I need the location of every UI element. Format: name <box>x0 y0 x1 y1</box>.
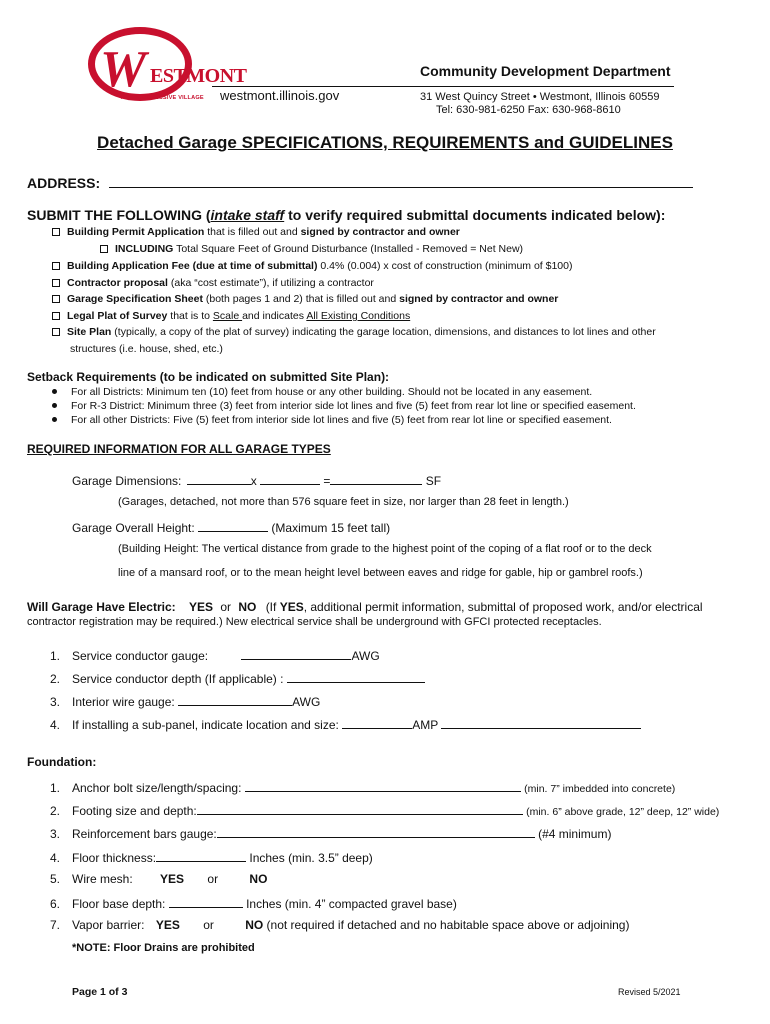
submit-heading: SUBMIT THE FOLLOWING (intake staff to verify required submittal documents indicated below): <box>27 207 666 223</box>
electric-item: 4. If installing a sub-panel, indicate location and size: AMP <box>50 716 641 732</box>
address-label: ADDRESS: <box>27 175 101 191</box>
logo-tagline: THE PROGRESSIVE VILLAGE <box>120 95 204 101</box>
garage-height-label: Garage Overall Height: <box>72 521 195 535</box>
bullet-icon <box>52 403 57 408</box>
garage-width-field[interactable] <box>187 472 251 485</box>
service-conductor-gauge-field[interactable] <box>241 647 351 660</box>
department-address: 31 West Quincy Street • Westmont, Illinois 60559 <box>420 91 660 103</box>
checkbox[interactable] <box>52 312 60 320</box>
electric-note: contractor registration may be required.) New electrical service shall be underground with GFCI protected receptacles. <box>27 616 602 628</box>
vapor-barrier-yes-option[interactable]: YES <box>155 918 180 932</box>
setback-item: For R-3 District: Minimum three (3) feet from interior side lot lines and five (5) feet from rear lot line or specified easement. <box>52 400 636 412</box>
revised-date: Revised 5/2021 <box>618 987 681 997</box>
foundation-item: 1. Anchor bolt size/length/spacing: (min. 7” imbedded into concrete) <box>50 781 676 795</box>
submit-item-4: Garage Specification Sheet (both pages 1 and 2) that is filled out and signed by contractor and owner <box>52 293 558 305</box>
electric-no-option[interactable]: NO <box>238 600 257 614</box>
garage-dimensions-note: (Garages, detached, not more than 576 square feet in size, nor larger than 28 feet in length.) <box>118 496 569 508</box>
interior-wire-gauge-field[interactable] <box>178 693 292 706</box>
header-divider <box>212 86 674 87</box>
bullet-icon <box>52 389 57 394</box>
page-number: Page 1 of 3 <box>72 986 128 998</box>
logo-name: ESTMONT <box>150 65 247 87</box>
footing-size-field[interactable] <box>197 802 523 815</box>
sub-panel-size-field[interactable] <box>441 716 641 729</box>
website-link[interactable]: westmont.illinois.gov <box>220 88 340 103</box>
setback-heading: Setback Requirements (to be indicated on submitted Site Plan): <box>27 370 390 384</box>
checkbox[interactable] <box>52 328 60 336</box>
submit-item-1a: INCLUDING Total Square Feet of Ground Disturbance (Installed - Removed = Net New) <box>100 243 523 255</box>
foundation-item: 5. Wire mesh: YES or NO <box>50 872 268 886</box>
garage-area-field[interactable] <box>330 472 422 485</box>
electric-yes-option[interactable]: YES <box>188 600 213 614</box>
department-name: Community Development Department <box>420 63 671 79</box>
submit-item-1: Building Permit Application that is filled out and signed by contractor and owner <box>52 226 460 238</box>
required-heading: REQUIRED INFORMATION FOR ALL GARAGE TYPES <box>27 442 331 456</box>
floor-thickness-field[interactable] <box>156 849 246 862</box>
submit-item-3: Contractor proposal (aka “cost estimate”), if utilizing a contractor <box>52 277 374 289</box>
address-row <box>27 175 693 193</box>
foundation-item: 3. Reinforcement bars gauge: (#4 minimum) <box>50 827 612 841</box>
service-conductor-depth-field[interactable] <box>287 670 425 683</box>
setback-item: For all Districts: Minimum ten (10) feet from house or any other building. Should not be located in any easement. <box>52 386 592 398</box>
electric-item: 1. Service conductor gauge: AWG <box>50 649 380 663</box>
vapor-barrier-no-option[interactable]: NO <box>245 918 264 932</box>
wire-mesh-no-option[interactable]: NO <box>249 872 268 886</box>
foundation-item: 7. Vapor barrier: YES or NO (not required if detached and no habitable space above or adjoining) <box>50 918 630 932</box>
checkbox[interactable] <box>52 279 60 287</box>
building-height-definition: (Building Height: The vertical distance from grade to the highest point of the coping of a flat roof or to the deck <box>118 543 652 555</box>
foundation-item: 2. Footing size and depth: (min. 6” above grade, 12” deep, 12” wide) <box>50 804 720 818</box>
page-title: Detached Garage SPECIFICATIONS, REQUIREMENTS and GUIDELINES <box>97 133 673 152</box>
wire-mesh-yes-option[interactable]: YES <box>160 872 185 886</box>
reinforcement-bars-field[interactable] <box>217 825 535 838</box>
submit-item-6: Site Plan (typically, a copy of the plat of survey) indicating the garage location, dimensions, and distances to lot lines and other <box>52 326 656 338</box>
checkbox[interactable] <box>100 245 108 253</box>
garage-dimensions-row: Garage Dimensions: x = SF <box>72 474 442 488</box>
submit-item-2: Building Application Fee (due at time of submittal) 0.4% (0.004) x cost of construction (minimum of $100) <box>52 260 572 272</box>
foundation-item: 4. Floor thickness: Inches (min. 3.5” deep) <box>50 851 373 865</box>
electric-item: 3. Interior wire gauge: AWG <box>50 695 321 709</box>
anchor-bolt-field[interactable] <box>245 779 521 792</box>
checkbox[interactable] <box>52 228 60 236</box>
setback-item: For all other Districts: Five (5) feet from interior side lot lines and five (5) feet from rear lot line or specified easement. <box>52 414 612 426</box>
sub-panel-location-field[interactable] <box>342 716 412 729</box>
bullet-icon <box>52 417 57 422</box>
electric-item: 2. Service conductor depth (If applicable) : <box>50 670 425 686</box>
department-phone-fax: Tel: 630-981-6250 Fax: 630-968-8610 <box>436 104 621 116</box>
floor-drain-note: *NOTE: Floor Drains are prohibited <box>72 942 255 954</box>
logo-initial: W <box>100 41 145 98</box>
garage-dimensions-label: Garage Dimensions: <box>72 474 182 488</box>
address-field[interactable] <box>109 175 693 188</box>
garage-height-field[interactable] <box>198 519 268 532</box>
submit-item-6-cont: structures (i.e. house, shed, etc.) <box>70 343 223 355</box>
building-height-definition-cont: line of a mansard roof, or to the mean height level between eaves and ridge for gable, hip or gambrel roofs.) <box>118 567 643 579</box>
submit-item-5: Legal Plat of Survey that is to Scale and indicates All Existing Conditions <box>52 310 410 322</box>
checkbox[interactable] <box>52 295 60 303</box>
foundation-heading: Foundation: <box>27 755 97 769</box>
electric-label: Will Garage Have Electric: <box>27 600 176 614</box>
submit-heading-intake: intake staff <box>210 207 285 223</box>
checkbox[interactable] <box>52 262 60 270</box>
garage-length-field[interactable] <box>260 472 320 485</box>
electric-row: Will Garage Have Electric: YES or NO (If YES, additional permit information, submittal of proposed work, and/or electrical <box>27 600 703 614</box>
floor-base-depth-field[interactable] <box>169 895 243 908</box>
garage-height-row: Garage Overall Height: (Maximum 15 feet tall) <box>72 521 391 535</box>
foundation-item: 6. Floor base depth: Inches (min. 4” compacted gravel base) <box>50 897 457 911</box>
